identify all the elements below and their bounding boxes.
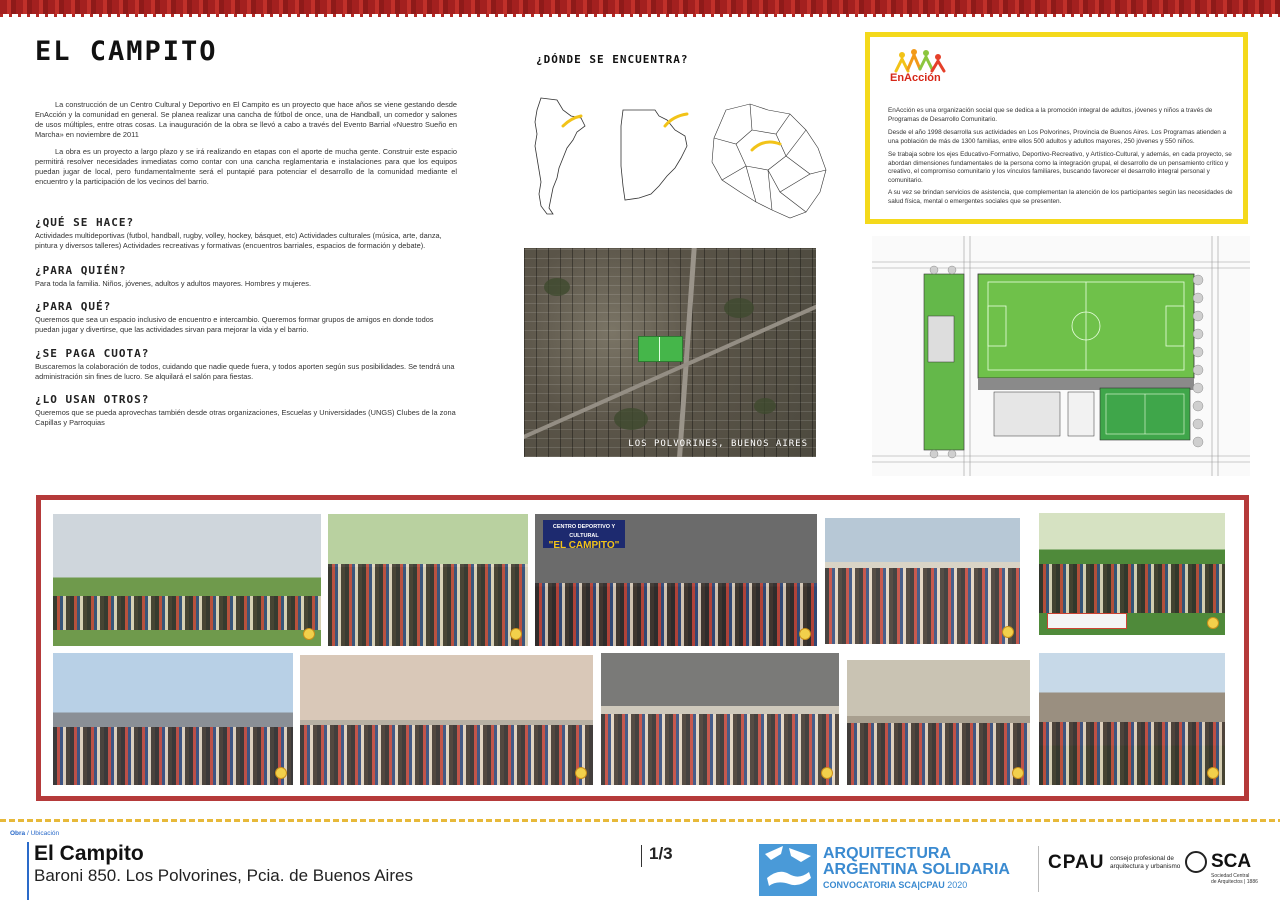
site-highlight <box>638 336 683 362</box>
location-marker-icon <box>752 142 780 150</box>
enaccion-paragraph-3: Se trabaja sobre los ejes Educativo-Formativo, Deportivo-Recreativo, y Artístico-Cultural, y además, en cada proyecto, se abordan dimensiones fundamentales de la persona como la integración grupal, el desarrollo de un pensamiento crítico y creativo, el compromiso comunitario y los vínculos familiares, buscando favorecer el desarrollo integral personal y comunitario. <box>888 151 1232 184</box>
top-decorative-border <box>0 0 1280 14</box>
footer-address: Baroni 850. Los Polvorines, Pcia. de Buenos Aires <box>34 866 413 885</box>
argentina-map <box>527 96 593 216</box>
bottom-decorative-border <box>0 819 1280 822</box>
enaccion-badge-icon <box>575 767 587 779</box>
enaccion-paragraph-2: Desde el año 1998 desarrolla sus actividades en Los Polvorines, Provincia de Buenos Aires. Los Programas atienden a una población de más de 1300 familias, entre ellos 500 adultos y adultos mayores, 250 jóvenes y 550 niños. <box>888 129 1227 145</box>
enaccion-badge-icon <box>303 628 315 640</box>
enaccion-paragraph-1: EnAcción es una organización social que se dedica a la promoción integral de adultos, jóvenes y niños a través de Programas de Desarrollo Comunitario. <box>888 107 1213 123</box>
photo-team-on-field <box>53 514 321 646</box>
enaccion-badge-icon <box>1012 767 1024 779</box>
question-heading: ¿SE PAGA CUOTA? <box>35 347 150 360</box>
location-marker-icon <box>665 114 687 126</box>
center-sign <box>543 520 625 551</box>
question-block-lo-usan-otros <box>35 393 460 428</box>
question-block-se-paga-cuota <box>35 347 460 382</box>
enaccion-badge-icon <box>821 767 833 779</box>
location-title: ¿DÓNDE SE ENCUENTRA? <box>536 53 689 66</box>
enaccion-badge-icon <box>1002 626 1014 638</box>
question-heading: ¿QUÉ SE HACE? <box>35 216 135 229</box>
photo-group-embrace <box>328 514 528 646</box>
buenos-aires-province-map <box>615 106 695 206</box>
gran-buenos-aires-map <box>706 100 832 222</box>
aerial-caption: LOS POLVORINES, BUENOS AIRES <box>628 439 808 449</box>
photo-outdoor-dance <box>825 518 1020 644</box>
aas-convocatoria: CONVOCATORIA SCA|CPAU <box>823 880 945 890</box>
intro-text-1: La construcción de un Centro Cultural y Deportivo en El Campito es un proyecto que hace años se viene gestando desde EnAcción y la comunidad en general. Se planea realizar una cancha de fútbol de once, una de Handball, un comedor y salones de usos múltiples, entre otras cosas. La inauguración de la obra se llevó a cabo a través del Evento Barrial «Nuestro Sueño en Marcha» en noviembre de 2011 <box>35 100 457 139</box>
location-marker-icon <box>563 116 581 126</box>
handshake-logo-icon <box>759 844 817 896</box>
center-sign-line-2: "EL CAMPITO" <box>548 540 620 551</box>
intro-paragraph-2 <box>35 147 457 187</box>
sca-subtitle-2: de Arquitectos | 1886 <box>1211 879 1258 885</box>
center-sign-line-1: CENTRO DEPORTIVO Y CULTURAL <box>552 524 616 539</box>
breadcrumb-separator: / <box>25 830 31 837</box>
question-answer: Queremos que sea un espacio inclusivo de encuentro e intercambio. Queremos formar grupos de amigos en donde todos puedan jugar y divertirse, que las actividades sirvan para mejorar la vida y el barrio. <box>35 315 434 334</box>
footer-divider <box>1038 846 1039 892</box>
aas-title-line-1: ARQUITECTURA <box>823 845 951 862</box>
breadcrumb-main: Obra <box>10 830 26 837</box>
intro-paragraph-1 <box>35 100 457 140</box>
question-block-para-que <box>35 300 460 335</box>
sca-subtitle-1: Sociedad Central <box>1211 873 1250 879</box>
aas-title-line-2: ARGENTINA SOLIDARIA <box>823 861 1010 878</box>
photo-children-building <box>300 655 593 785</box>
photo-bike-parade <box>53 653 293 785</box>
breadcrumb-sub: Ubicación <box>30 830 60 837</box>
photo-gallery-frame <box>36 495 1249 801</box>
question-answer: Queremos que se pueda aprovechas también desde otras organizaciones, Escuelas y Universidades (UNGS) Clubes de la zona Capillas y Parroquias <box>35 408 456 427</box>
photo-children-dancing <box>601 653 839 785</box>
intro-text-2: La obra es un proyecto a largo plazo y se irá realizando en etapas con el aporte de mucha gente. Construir este espacio permitirá resolver necesidades inmediatas como contar con una cancha reglamentaria e instalaciones para que los equipos puedan jugar de local, pero fundamentalmente será el puntapié para potenciar el desarrollo de la comunidad mediante el encuentro y la participación de los vecinos del barrio. <box>35 147 457 186</box>
question-heading: ¿PARA QUÉ? <box>35 300 112 313</box>
photo-crowd-banner <box>1039 513 1225 635</box>
cpau-subtitle-1: consejo profesional de <box>1110 855 1174 862</box>
footer-project-title: El Campito <box>34 842 144 865</box>
aas-year: 2020 <box>944 880 968 890</box>
photo-indoor-dance <box>847 660 1030 785</box>
enaccion-logo-text: EnAcción <box>890 72 941 84</box>
aerial-satellite-image <box>524 248 816 457</box>
question-answer: Actividades multideportivas (futbol, handball, rugby, volley, hockey, básquet, etc) Actividades culturales (música, arte, danza, pintura y diversos talleres) Actividades recreativas y formativas (encuentros barriales, espacios de formación y debate). <box>35 231 442 250</box>
enaccion-badge-icon <box>275 767 287 779</box>
enaccion-badge-icon <box>1207 767 1219 779</box>
question-answer: Buscaremos la colaboración de todos, cuidando que nadie quede fuera, y todos aporten según sus posibilidades. Se tendrá una administración sin fines de lucro. Se alquilará el salón para fiestas. <box>35 362 455 381</box>
cpau-logo: CPAU <box>1048 852 1105 873</box>
enaccion-paragraph-4: A su vez se brindan servicios de asistencia, que complementan la atención de los participantes según las necesidades de salud física, mental o emergentes sociales que se presenten. <box>888 189 1233 205</box>
sca-logo: SCA <box>1211 851 1252 872</box>
cpau-subtitle-2: arquitectura y urbanismo <box>1110 863 1181 870</box>
page-title: EL CAMPITO <box>35 36 218 67</box>
site-plan-drawing <box>872 236 1250 476</box>
footer-accent-bar <box>27 842 29 900</box>
question-heading: ¿LO USAN OTROS? <box>35 393 150 406</box>
question-heading: ¿PARA QUIÉN? <box>35 264 127 277</box>
breadcrumb <box>10 830 59 837</box>
enaccion-badge-icon <box>799 628 811 640</box>
sca-emblem-icon <box>1185 851 1207 873</box>
page-number: 1/3 <box>649 844 673 863</box>
question-answer: Para toda la familia. Niños, jóvenes, adultos y adultos mayores. Hombres y mujeres. <box>35 279 312 288</box>
photo-center-entrance-dance <box>535 514 817 646</box>
photo-kids-outside-center <box>1039 653 1225 785</box>
enaccion-info-box <box>865 32 1248 224</box>
page-number-divider <box>641 845 642 867</box>
enaccion-badge-icon <box>510 628 522 640</box>
question-block-que-se-hace <box>35 216 460 251</box>
question-block-para-quien <box>35 264 460 289</box>
enaccion-badge-icon <box>1207 617 1219 629</box>
aas-subtitle <box>823 880 967 890</box>
enaccion-logo-icon <box>890 49 950 91</box>
